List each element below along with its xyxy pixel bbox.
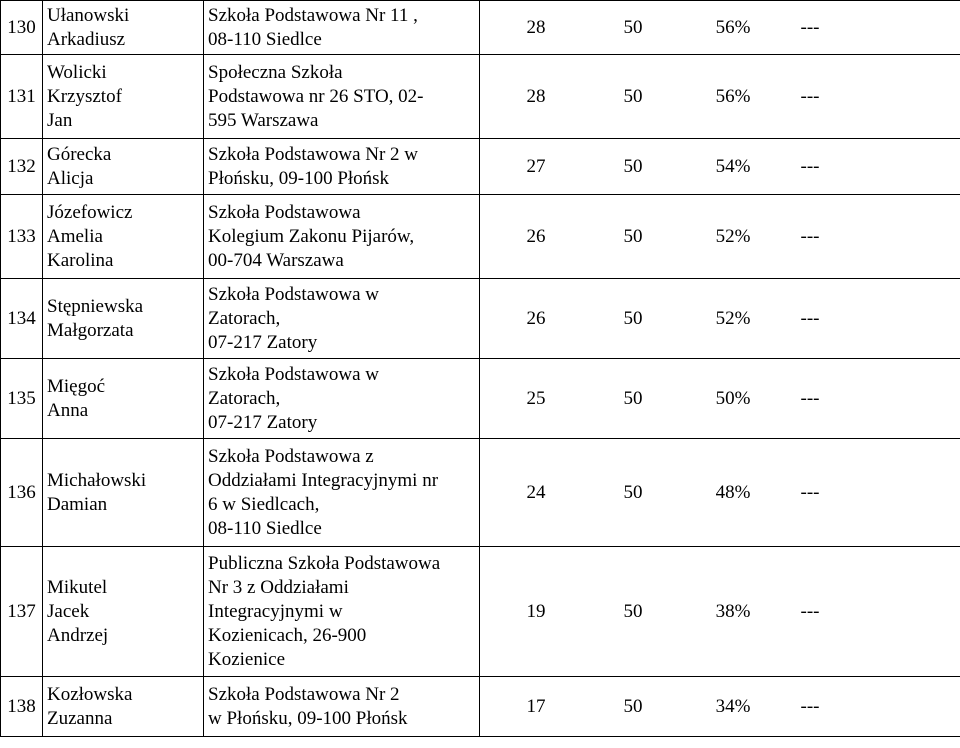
school-cell (204, 1, 480, 55)
score-cell (480, 547, 960, 677)
participant-name-line: Kozłowska (47, 683, 133, 705)
rank-cell: 138 (1, 677, 43, 737)
points-value: 28 (526, 16, 546, 38)
note-value: --- (800, 16, 820, 38)
note-value: --- (800, 307, 820, 329)
school-line: Publiczna Szkoła Podstawowa (208, 552, 441, 574)
table-row (1, 359, 960, 439)
school-line: Kolegium Zakonu Pijarów, (208, 225, 415, 247)
school-line: 6 w Siedlcach, (208, 493, 320, 515)
rank-cell: 136 (1, 439, 43, 547)
school-line: 08-110 Siedlce (208, 28, 322, 50)
points-value: 26 (526, 225, 546, 247)
participant-name-cell (43, 1, 204, 55)
score-cell (480, 359, 960, 439)
note-value: --- (800, 85, 820, 107)
school-line: Zatorach, (208, 307, 281, 329)
school-line: 595 Warszawa (208, 109, 319, 131)
participant-name-line: Mikutel (47, 576, 108, 598)
participant-name-line: Andrzej (47, 624, 109, 646)
school-line: Szkoła Podstawowa Nr 11 , (208, 4, 418, 26)
participant-name-line: Anna (47, 399, 89, 421)
school-cell (204, 359, 480, 439)
school-line: Szkoła Podstawowa w (208, 283, 379, 305)
participant-name-cell (43, 359, 204, 439)
school-line: Płońsku, 09-100 Płońsk (208, 167, 390, 189)
score-group (484, 600, 956, 624)
participant-name-line: Józefowicz (47, 201, 133, 223)
table-row (1, 439, 960, 547)
score-cell (480, 1, 960, 55)
participant-name-line: Zuzanna (47, 707, 113, 729)
table-row (1, 677, 960, 737)
school-line: Podstawowa nr 26 STO, 02- (208, 85, 424, 107)
points-value: 17 (526, 695, 546, 717)
school-cell (204, 195, 480, 279)
max-points-value: 50 (623, 155, 643, 177)
max-points-value: 50 (623, 387, 643, 409)
participant-name-cell (43, 279, 204, 359)
participant-name-line: Mięgoć (47, 375, 106, 397)
max-points-value: 50 (623, 225, 643, 247)
score-group (484, 16, 956, 40)
participant-name-line: Arkadiusz (47, 28, 126, 50)
rank-cell: 134 (1, 279, 43, 359)
note-value: --- (800, 600, 820, 622)
max-points-value: 50 (623, 16, 643, 38)
percent-value: 38% (715, 600, 751, 622)
score-group (484, 695, 956, 719)
score-group (484, 85, 956, 109)
school-cell (204, 439, 480, 547)
score-cell (480, 139, 960, 195)
participant-name-cell (43, 139, 204, 195)
participant-name-line: Małgorzata (47, 319, 134, 341)
note-value: --- (800, 695, 820, 717)
points-value: 26 (526, 307, 546, 329)
school-cell (204, 547, 480, 677)
max-points-value: 50 (623, 85, 643, 107)
points-value: 27 (526, 155, 546, 177)
school-cell (204, 677, 480, 737)
percent-value: 52% (715, 307, 751, 329)
score-group (484, 387, 956, 411)
school-line: Zatorach, (208, 387, 281, 409)
rank-cell: 132 (1, 139, 43, 195)
results-table-body (1, 1, 960, 737)
participant-name-cell (43, 439, 204, 547)
school-cell (204, 279, 480, 359)
participant-name-line: Stępniewska (47, 295, 144, 317)
school-cell (204, 55, 480, 139)
participant-name-line: Damian (47, 493, 108, 515)
percent-value: 50% (715, 387, 751, 409)
table-row (1, 547, 960, 677)
participant-name-line: Michałowski (47, 469, 147, 491)
participant-name-line: Jan (47, 109, 73, 131)
school-line: Integracyjnymi w (208, 600, 343, 622)
school-line: Szkoła Podstawowa w (208, 363, 379, 385)
school-line: 07-217 Zatory (208, 411, 318, 433)
school-line: Społeczna Szkoła (208, 61, 343, 83)
school-line: Nr 3 z Oddziałami (208, 576, 349, 598)
rank-cell: 133 (1, 195, 43, 279)
percent-value: 56% (715, 16, 751, 38)
percent-value: 48% (715, 481, 751, 503)
score-group (484, 481, 956, 505)
score-group (484, 155, 956, 179)
max-points-value: 50 (623, 481, 643, 503)
school-line: 00-704 Warszawa (208, 249, 344, 271)
percent-value: 54% (715, 155, 751, 177)
school-line: Szkoła Podstawowa Nr 2 (208, 683, 400, 705)
table-row (1, 279, 960, 359)
percent-value: 52% (715, 225, 751, 247)
points-value: 24 (526, 481, 546, 503)
school-line: w Płońsku, 09-100 Płońsk (208, 707, 408, 729)
participant-name-line: Karolina (47, 249, 114, 271)
school-line: Oddziałami Integracyjnymi nr (208, 469, 439, 491)
table-row (1, 1, 960, 55)
note-value: --- (800, 225, 820, 247)
rank-cell: 131 (1, 55, 43, 139)
score-cell (480, 279, 960, 359)
score-cell (480, 677, 960, 737)
percent-value: 56% (715, 85, 751, 107)
participant-name-line: Alicja (47, 167, 94, 189)
score-group (484, 307, 956, 331)
school-line: Kozienice (208, 648, 286, 670)
points-value: 28 (526, 85, 546, 107)
table-row (1, 139, 960, 195)
participant-name-cell (43, 677, 204, 737)
points-value: 25 (526, 387, 546, 409)
table-row (1, 195, 960, 279)
school-line: Kozienicach, 26-900 (208, 624, 367, 646)
note-value: --- (800, 481, 820, 503)
max-points-value: 50 (623, 600, 643, 622)
school-line: 07-217 Zatory (208, 331, 318, 353)
participant-name-cell (43, 55, 204, 139)
participant-name-cell (43, 547, 204, 677)
participant-name-line: Wolicki (47, 61, 107, 83)
note-value: --- (800, 387, 820, 409)
score-cell (480, 55, 960, 139)
score-cell (480, 439, 960, 547)
percent-value: 34% (715, 695, 751, 717)
score-cell (480, 195, 960, 279)
participant-name-line: Górecka (47, 143, 112, 165)
participant-name-line: Ułanowski (47, 4, 130, 26)
max-points-value: 50 (623, 307, 643, 329)
participant-name-cell (43, 195, 204, 279)
score-group (484, 225, 956, 249)
school-line: Szkoła Podstawowa Nr 2 w (208, 143, 419, 165)
table-row (1, 55, 960, 139)
points-value: 19 (526, 600, 546, 622)
school-line: Szkoła Podstawowa (208, 201, 361, 223)
rank-cell: 137 (1, 547, 43, 677)
school-line: 08-110 Siedlce (208, 517, 322, 539)
rank-cell: 135 (1, 359, 43, 439)
rank-cell: 130 (1, 1, 43, 55)
participant-name-line: Amelia (47, 225, 103, 247)
school-line: Szkoła Podstawowa z (208, 445, 374, 467)
school-cell (204, 139, 480, 195)
participant-name-line: Jacek (47, 600, 90, 622)
max-points-value: 50 (623, 695, 643, 717)
note-value: --- (800, 155, 820, 177)
participant-name-line: Krzysztof (47, 85, 122, 107)
